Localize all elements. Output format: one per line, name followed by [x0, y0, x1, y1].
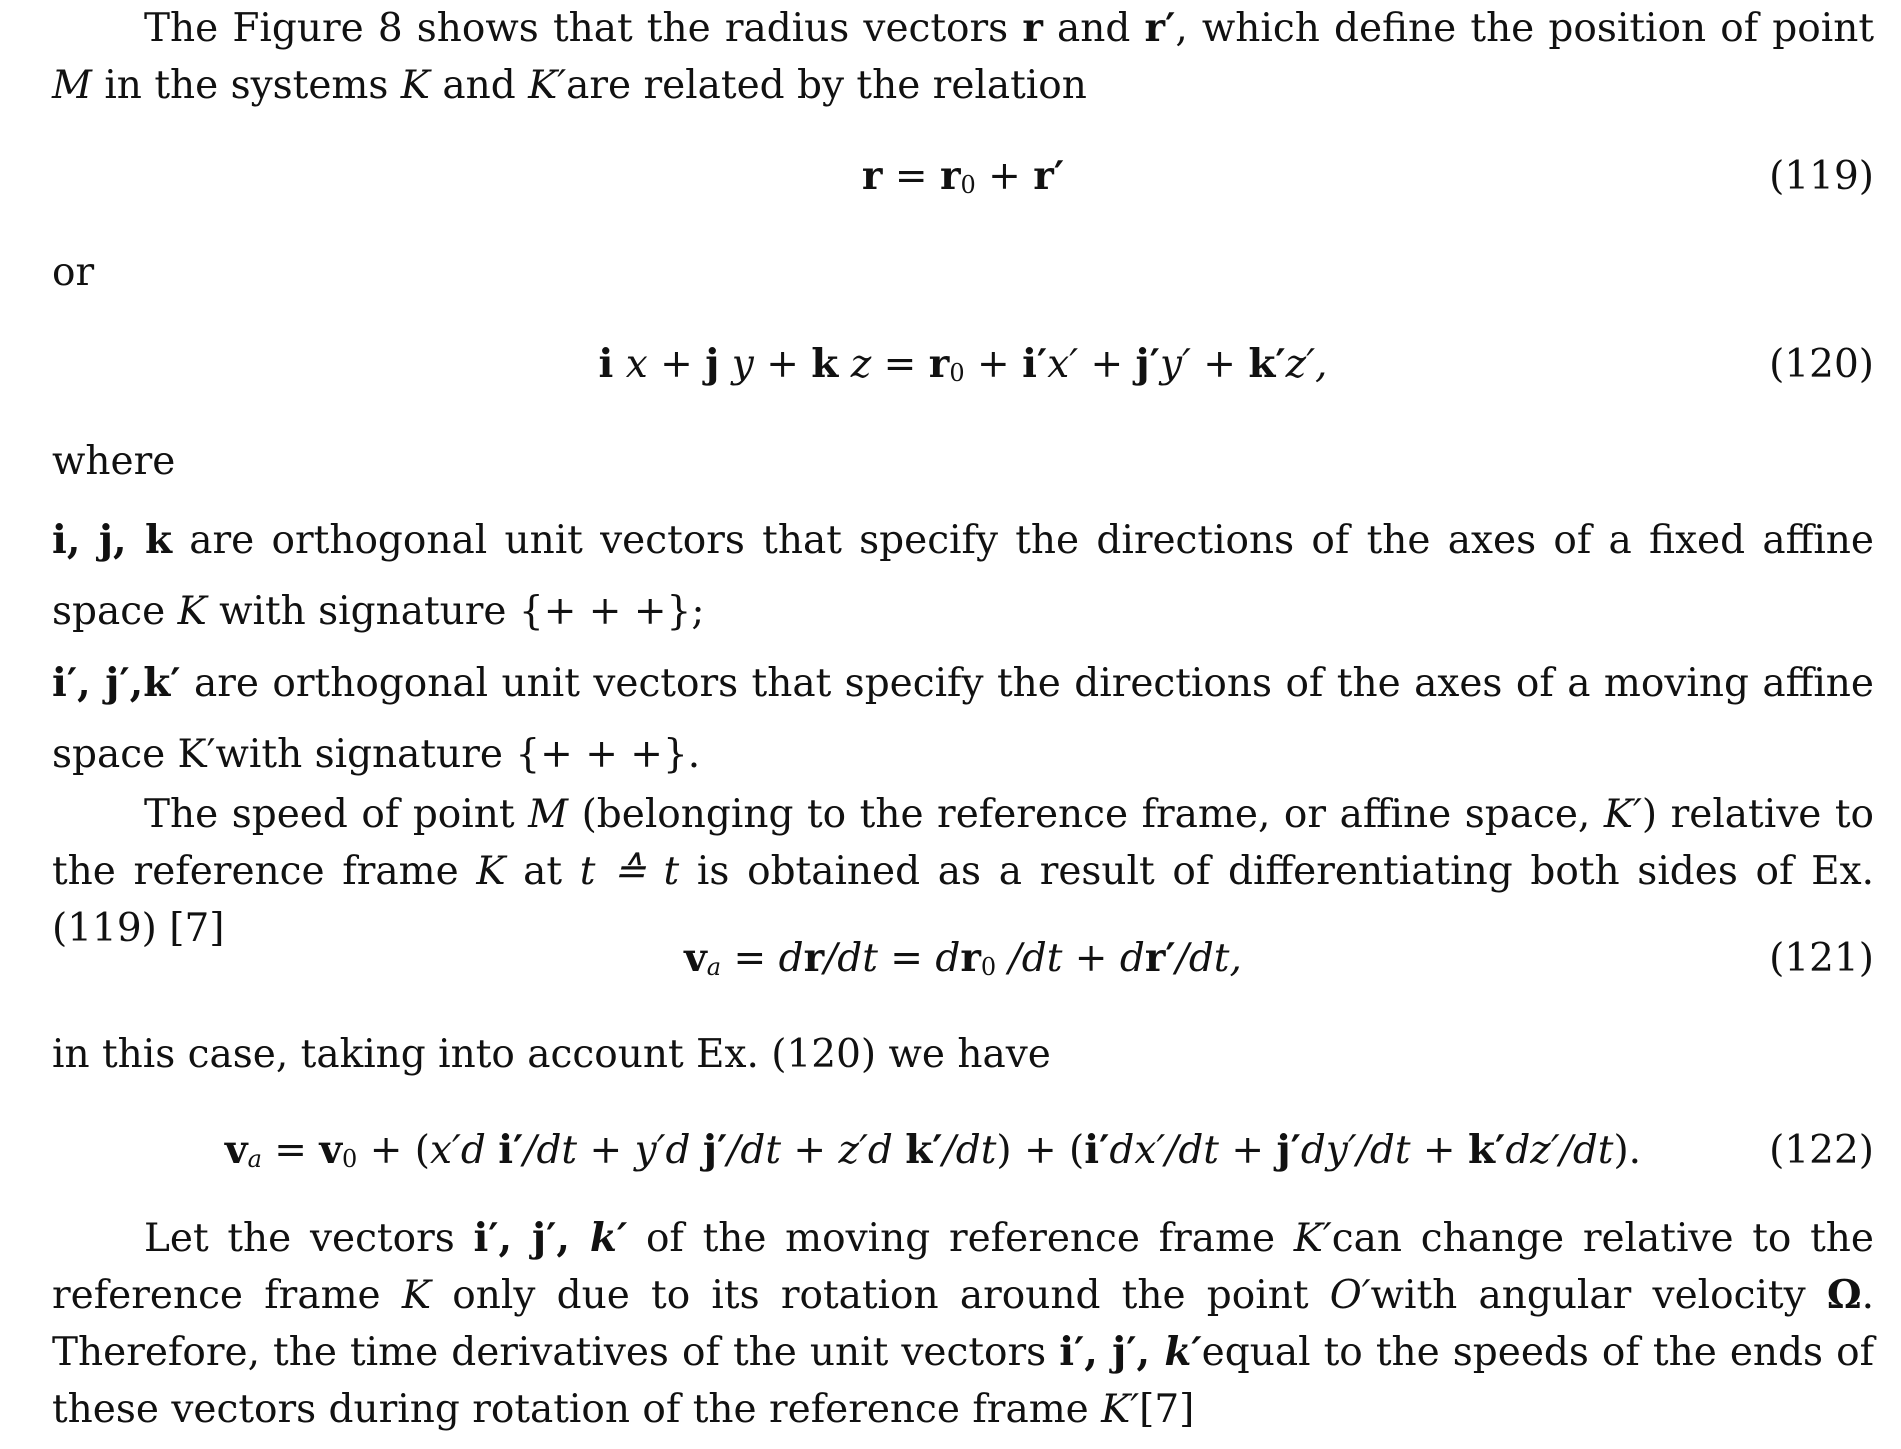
unit-vectors: i′, j′,: [1059, 1329, 1165, 1375]
eq-term: +: [781, 1128, 839, 1173]
text: of the moving reference frame: [627, 1216, 1294, 1261]
eq-subscript: 0: [342, 1145, 358, 1173]
eq-term: dx′/dt: [1109, 1128, 1219, 1173]
eq-term: v: [319, 1127, 343, 1173]
eq-term: =: [721, 936, 779, 981]
connector-or: or: [52, 250, 95, 295]
eq-term: z: [838, 342, 872, 387]
eq-term: z′d: [838, 1128, 906, 1173]
equation-body: [52, 336, 1874, 402]
point-m: M: [52, 63, 92, 108]
eq-term: x′d: [430, 1128, 499, 1173]
frame-k: K: [401, 1273, 432, 1318]
eq-term: v: [224, 1127, 248, 1173]
text: , which define the position of point: [1175, 6, 1874, 51]
definition-moving-space: [52, 648, 1874, 790]
eq-term: j: [705, 341, 720, 387]
text: . Therefore, the time derivatives of the unit vectors: [52, 1273, 1875, 1375]
equation-number: (122): [1769, 1128, 1874, 1173]
eq-term: k′: [1248, 341, 1286, 387]
eq-subscript: 0: [960, 171, 976, 199]
system-k: K: [400, 63, 430, 108]
equation-body: [52, 148, 1874, 214]
text: The Figure 8 shows that the radius vectors: [144, 6, 1023, 51]
eq-term: =: [882, 154, 940, 199]
unit-vector-k-prime: k′: [1164, 1329, 1202, 1375]
eq-term: =: [261, 1128, 320, 1173]
text: and: [1042, 6, 1145, 51]
eq-term: +: [753, 342, 812, 387]
eq-term: ).: [1613, 1128, 1642, 1173]
eq-term: d: [1119, 936, 1145, 981]
point-o-prime: O′: [1329, 1273, 1371, 1318]
text: and: [429, 63, 529, 108]
eq-term: j′: [702, 1127, 728, 1173]
eq-term: dz′/dt: [1505, 1128, 1614, 1173]
text: with angular velocity: [1370, 1273, 1827, 1318]
eq-term: d: [935, 936, 961, 981]
vector-r: r: [1022, 5, 1043, 51]
citation: [7]: [1139, 1387, 1195, 1432]
eq-term: /dt,: [1175, 936, 1242, 981]
equation-number: (120): [1769, 342, 1874, 387]
eq-term: i: [598, 341, 614, 387]
connector-where: where: [52, 439, 176, 484]
eq-term: +: [964, 342, 1023, 387]
equation-121: [52, 930, 1874, 987]
eq-term: i′: [1022, 341, 1048, 387]
point-m: M: [528, 792, 569, 837]
eq-term: +: [1190, 342, 1249, 387]
eq-term: dy′/dt: [1300, 1128, 1411, 1173]
eq-term: +: [1078, 342, 1136, 387]
space-k-prime: K′: [1603, 792, 1642, 837]
eq-term: r′: [1144, 935, 1176, 981]
text: with signature {+ + +};: [206, 589, 705, 634]
equation-number: (121): [1769, 936, 1874, 981]
text: only due to its rotation around the point: [431, 1273, 1330, 1318]
frame-k-prime: K′: [1293, 1216, 1332, 1261]
equation-122: [52, 1122, 1874, 1179]
definition-fixed-space: [52, 505, 1874, 647]
eq-subscript: 0: [980, 953, 997, 981]
text: is obtained as a result of differentiating both sides of Ex. (119) [7]: [52, 849, 1875, 951]
eq-term: ) + (: [996, 1128, 1085, 1173]
eq-term: k′: [905, 1127, 943, 1173]
paragraph-rotation: [52, 1210, 1874, 1438]
text: are orthogonal unit vectors that specify the directions of the axes of a fixed affine space: [52, 518, 1875, 634]
text: can change relative to the reference frame: [52, 1216, 1874, 1318]
equation-119: [52, 148, 1874, 205]
eq-subscript: 0: [949, 359, 965, 387]
eq-term: j′: [1135, 341, 1160, 387]
eq-term: r′: [1033, 153, 1065, 199]
eq-term: k: [811, 341, 839, 387]
equation-body: [52, 930, 1874, 996]
system-k-prime: K′: [528, 63, 567, 108]
equation-120: [52, 336, 1874, 393]
equation-number: (119): [1769, 154, 1874, 199]
eq-term: /dt: [942, 1128, 997, 1173]
text: are orthogonal unit vectors that specify the directions of the axes of a moving affine space K′with signature {+ + +}.: [52, 661, 1875, 777]
eq-term: j′: [1276, 1127, 1301, 1173]
text: ) relative to the reference frame: [52, 792, 1874, 894]
eq-term: +: [577, 1128, 635, 1173]
eq-term: /dt: [996, 936, 1063, 981]
time-relation: t ≙ t: [579, 849, 680, 894]
space-k: K: [177, 589, 207, 634]
eq-term: v: [684, 935, 707, 981]
eq-term: =: [877, 936, 936, 981]
eq-term: i′: [1084, 1127, 1110, 1173]
eq-term: +: [975, 154, 1034, 199]
eq-term: x′: [1047, 342, 1079, 387]
text: equal to the speeds of the ends of these vectors during rotation of the reference frame: [52, 1330, 1874, 1432]
unit-vector-k-prime: k′: [589, 1215, 628, 1261]
eq-term: /dt: [523, 1128, 578, 1173]
eq-subscript: a: [247, 1145, 262, 1173]
frame-k: K: [476, 849, 506, 894]
eq-term: d: [778, 936, 804, 981]
eq-term: r: [939, 153, 961, 199]
vector-r-prime: r′: [1144, 5, 1176, 51]
text: Let the vectors: [144, 1216, 474, 1261]
eq-term: r: [928, 341, 950, 387]
eq-term: y: [719, 342, 754, 387]
eq-term: + (: [357, 1128, 430, 1173]
eq-subscript: a: [706, 953, 722, 981]
eq-term: x: [613, 342, 648, 387]
unit-vectors-ijk: i, j, k: [52, 517, 173, 563]
frame-k-prime: K′: [1101, 1387, 1140, 1432]
eq-term: +: [1218, 1128, 1277, 1173]
eq-term: +: [1062, 936, 1120, 981]
eq-term: r: [861, 153, 883, 199]
eq-term: z′,: [1285, 342, 1328, 387]
text: The speed of point: [144, 792, 529, 837]
eq-term: y′: [1159, 342, 1191, 387]
text: are related by the relation: [566, 63, 1087, 108]
equation-body: [0, 1122, 1874, 1188]
eq-term: r: [960, 935, 981, 981]
eq-term: r: [803, 935, 825, 981]
eq-term: +: [1410, 1128, 1468, 1173]
angular-velocity-omega: Ω: [1826, 1272, 1862, 1318]
unit-vectors-ijk-prime: i′, j′,k′: [52, 660, 181, 706]
eq-term: k′: [1468, 1127, 1506, 1173]
text: at: [505, 849, 580, 894]
paragraph-taking-into-account: in this case, taking into account Ex. (120) we have: [52, 1032, 1051, 1077]
text: (belonging to the reference frame, or affine space,: [568, 792, 1604, 837]
text: in the systems: [91, 63, 401, 108]
eq-term: +: [647, 342, 706, 387]
eq-term: /dt: [824, 936, 878, 981]
eq-term: i′: [498, 1127, 524, 1173]
unit-vectors: i′, j′,: [473, 1215, 590, 1261]
eq-term: /dt: [727, 1128, 782, 1173]
paragraph-radius-vectors: [52, 0, 1874, 114]
eq-term: =: [871, 342, 929, 387]
eq-term: y′d: [634, 1128, 703, 1173]
